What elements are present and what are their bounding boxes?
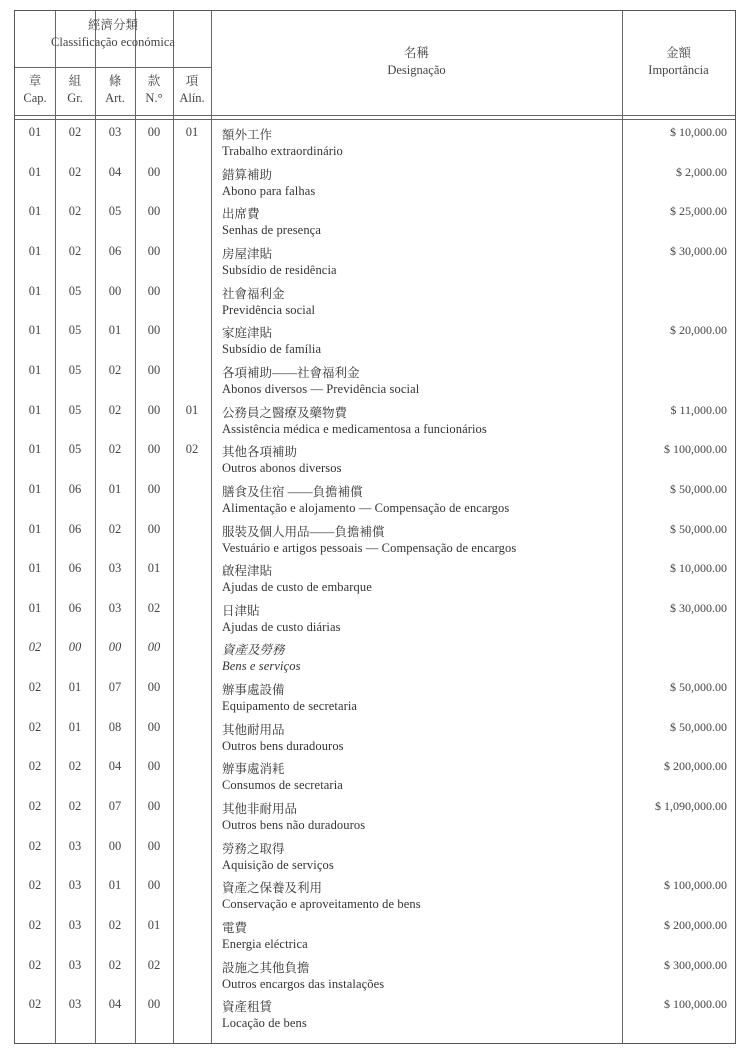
code-no: 00 [147,243,161,258]
designation-zh: 資產之保養及利用 [222,881,323,896]
amount: $ 50,000.00 [670,719,727,734]
code-gr: 05 [68,362,82,377]
designation-pt: Aquisição de serviços [222,857,334,872]
table-row [15,557,735,597]
code-cap: 02 [28,838,42,853]
table-row [15,914,735,954]
designation-pt: Ajudas de custo diárias [222,619,341,634]
designation-zh: 辦事處設備 [222,683,285,698]
code-cap: 02 [28,640,42,655]
table-row [15,636,735,676]
code-art: 03 [108,125,122,139]
designation-zh: 其他各項補助 [222,445,298,460]
code-art: 04 [108,997,122,1012]
code-gr: 02 [68,799,82,814]
code-no: 00 [147,164,161,179]
designation-zh: 房屋津貼 [222,246,273,261]
designation-pt: Bens e serviços [222,659,301,674]
col-header-pt: Gr. [67,91,83,105]
designation-zh: 電費 [222,921,248,935]
code-art: 04 [108,759,122,774]
code-gr: 06 [68,521,82,536]
col-header-zh: 章 [28,74,42,88]
code-art: 00 [108,283,122,298]
designation-pt: Previdência social [222,302,316,317]
amount: $ 50,000.00 [670,481,727,496]
code-art: 01 [108,323,122,338]
amount-pt: Importância [648,63,709,77]
code-cap: 01 [28,561,42,576]
table-row [15,755,735,795]
designation-zh: 其他非耐用品 [222,802,298,817]
code-art: 01 [108,481,122,496]
code-alin: 02 [185,442,199,457]
code-no: 00 [147,323,161,338]
col-header-pt: Cap. [23,91,47,105]
header-rule [15,67,211,68]
amount: $ 100,000.00 [664,878,727,893]
code-no: 00 [147,759,161,774]
designation-pt: Locação de bens [222,1016,307,1031]
amount: $ 50,000.00 [670,521,727,536]
code-art: 02 [108,362,122,377]
code-no: 00 [147,521,161,536]
code-gr: 02 [68,759,82,774]
code-no: 02 [147,600,161,615]
code-gr: 02 [68,243,82,258]
designation-zh: 各項補助——社會福利金 [222,365,360,380]
code-no: 00 [147,125,161,139]
code-art: 08 [108,719,122,734]
table-row [15,478,735,518]
code-gr: 01 [68,680,82,695]
code-gr: 02 [68,125,82,139]
designation-pt: Subsídio de família [222,342,322,357]
amount: $ 300,000.00 [664,957,727,972]
designation-zh: 資產及勞務 [222,643,285,658]
code-cap: 02 [28,719,42,734]
code-no: 01 [147,561,161,576]
amount: $ 100,000.00 [664,997,727,1012]
designation-pt: Consumos de secretaria [222,778,343,793]
code-no: 00 [147,481,161,496]
code-no: 00 [147,997,161,1012]
table-row [15,676,735,716]
code-art: 02 [108,402,122,417]
header-rule [15,115,735,116]
designation-zh: 公務員之醫療及藥物費 [222,405,348,420]
code-gr: 02 [68,164,82,179]
code-cap: 02 [28,957,42,972]
designation-zh: 勞務之取得 [222,841,285,856]
table-row [15,597,735,637]
designation-zh: 名稱 [403,46,429,60]
classification-pt: Classificação económica [51,35,175,49]
code-no: 00 [147,442,161,457]
code-cap: 01 [28,521,42,536]
code-cap: 02 [28,997,42,1012]
code-art: 04 [108,164,122,179]
code-art: 07 [108,799,122,814]
col-header-art [95,73,135,107]
code-gr: 03 [68,997,82,1012]
col-header-zh: 組 [68,74,82,88]
code-gr: 02 [68,204,82,219]
code-cap: 01 [28,600,42,615]
code-gr: 05 [68,323,82,338]
code-cap: 01 [28,125,42,139]
code-art: 03 [108,600,122,615]
designation-zh: 社會福利金 [222,286,285,301]
designation-pt: Outros bens duradouros [222,738,344,753]
col-header-alin [173,73,211,107]
code-art: 03 [108,561,122,576]
table-row [15,993,735,1033]
col-header-pt: Alín. [179,91,205,105]
designation-pt: Outros bens não duradouros [222,818,366,833]
code-cap: 01 [28,442,42,457]
code-no: 00 [147,838,161,853]
amount: $ 200,000.00 [664,918,727,932]
code-cap: 02 [28,878,42,893]
code-cap: 01 [28,243,42,258]
amount-zh: 金額 [665,46,691,60]
designation-pt: Alimentação e alojamento — Compensação de encargos [222,500,510,515]
code-no: 00 [147,719,161,734]
code-gr: 06 [68,561,82,576]
designation-zh: 日津貼 [222,603,260,618]
code-no: 00 [147,402,161,417]
designation-pt: Assistência médica e medicamentosa a funcionários [222,421,487,436]
table-row [15,200,735,240]
code-gr: 03 [68,957,82,972]
amount: $ 30,000.00 [670,243,727,258]
amount: $ 1,090,000.00 [655,799,727,814]
code-gr: 05 [68,442,82,457]
designation-zh: 出席費 [222,207,260,222]
code-alin: 01 [185,125,199,139]
amount: $ 30,000.00 [670,600,727,615]
amount: $ 200,000.00 [664,759,727,774]
code-gr: 01 [68,719,82,734]
designation-zh: 額外工作 [222,128,273,142]
designation-zh: 服裝及個人用品——負擔補償 [222,524,385,539]
designation-pt: Outros encargos das instalações [222,976,385,991]
designation-zh: 啟程津貼 [222,564,273,579]
designation-header [211,45,622,79]
code-cap: 01 [28,323,42,338]
designation-zh: 家庭津貼 [222,326,273,341]
code-cap: 01 [28,164,42,179]
table-row [15,835,735,875]
table-row [15,438,735,478]
table-row [15,795,735,835]
code-cap: 01 [28,362,42,377]
code-cap: 01 [28,204,42,219]
code-art: 01 [108,878,122,893]
code-no: 00 [147,362,161,377]
code-no: 00 [147,640,161,655]
designation-pt: Trabalho extraordinário [222,144,343,158]
code-art: 02 [108,918,122,932]
designation-zh: 錯算補助 [222,167,273,182]
code-no: 00 [147,283,161,298]
table-row [15,359,735,399]
designation-pt: Ajudas de custo de embarque [222,580,372,595]
designation-pt: Abono para falhas [222,183,316,198]
designation-pt: Vestuário e artigos pessoais — Compensação de encargos [222,540,517,555]
amount: $ 50,000.00 [670,680,727,695]
code-cap: 01 [28,481,42,496]
amount: $ 11,000.00 [670,402,727,417]
col-header-zh: 條 [108,74,122,88]
code-cap: 02 [28,759,42,774]
amount: $ 20,000.00 [670,323,727,338]
code-cap: 01 [28,283,42,298]
code-art: 00 [108,838,122,853]
code-gr: 06 [68,481,82,496]
code-gr: 00 [68,640,82,655]
code-art: 07 [108,680,122,695]
col-header-zh: 款 [147,74,161,88]
col-header-pt: Art. [105,91,125,105]
designation-pt: Equipamento de secretaria [222,699,358,714]
table-row [15,518,735,558]
code-art: 05 [108,204,122,219]
table-row [15,954,735,994]
code-art: 02 [108,442,122,457]
code-no: 01 [147,918,161,932]
budget-table [14,10,736,1044]
table-row [15,280,735,320]
designation-zh: 辦事處消耗 [222,762,285,777]
col-header-gr [55,73,95,107]
code-gr: 05 [68,402,82,417]
col-header-no [135,73,173,107]
code-gr: 03 [68,918,82,932]
table-row [15,874,735,914]
code-art: 06 [108,243,122,258]
designation-pt: Outros abonos diversos [222,461,342,476]
code-no: 00 [147,680,161,695]
classification-zh: 經濟分類 [87,18,138,32]
code-art: 00 [108,640,122,655]
designation-pt: Senhas de presença [222,223,321,238]
code-gr: 06 [68,600,82,615]
designation-zh: 設施之其他負擔 [222,960,310,975]
code-cap: 01 [28,402,42,417]
code-alin: 01 [185,402,199,417]
table-row [15,716,735,756]
header-rule [15,119,735,120]
code-cap: 02 [28,918,42,932]
amount: $ 2,000.00 [676,164,727,179]
code-cap: 02 [28,680,42,695]
designation-zh: 資產租賃 [222,1000,273,1015]
code-no: 00 [147,878,161,893]
code-gr: 03 [68,878,82,893]
table-row [15,240,735,280]
code-no: 00 [147,799,161,814]
designation-zh: 其他耐用品 [222,722,285,737]
code-gr: 03 [68,838,82,853]
table-row [15,161,735,201]
designation-pt: Conservação e aproveitamento de bens [222,897,421,912]
code-art: 02 [108,521,122,536]
designation-pt: Designação [387,63,446,77]
amount-header [622,45,735,79]
designation-pt: Abonos diversos — Previdência social [222,381,420,396]
designation-pt: Energia eléctrica [222,937,308,951]
col-header-pt: N.° [145,91,163,105]
table-row [15,319,735,359]
code-no: 00 [147,204,161,219]
amount: $ 10,000.00 [670,125,727,139]
table-row [15,399,735,439]
designation-zh: 膳食及住宿 ——負擔補償 [222,484,363,499]
amount: $ 25,000.00 [670,204,727,219]
code-gr: 05 [68,283,82,298]
amount: $ 10,000.00 [670,561,727,576]
col-header-cap [15,73,55,107]
col-header-zh: 項 [185,74,199,88]
code-cap: 02 [28,799,42,814]
classification-header [15,17,211,51]
code-no: 02 [147,957,161,972]
table-row [15,121,735,161]
amount: $ 100,000.00 [664,442,727,457]
designation-pt: Subsídio de residência [222,262,337,277]
code-art: 02 [108,957,122,972]
